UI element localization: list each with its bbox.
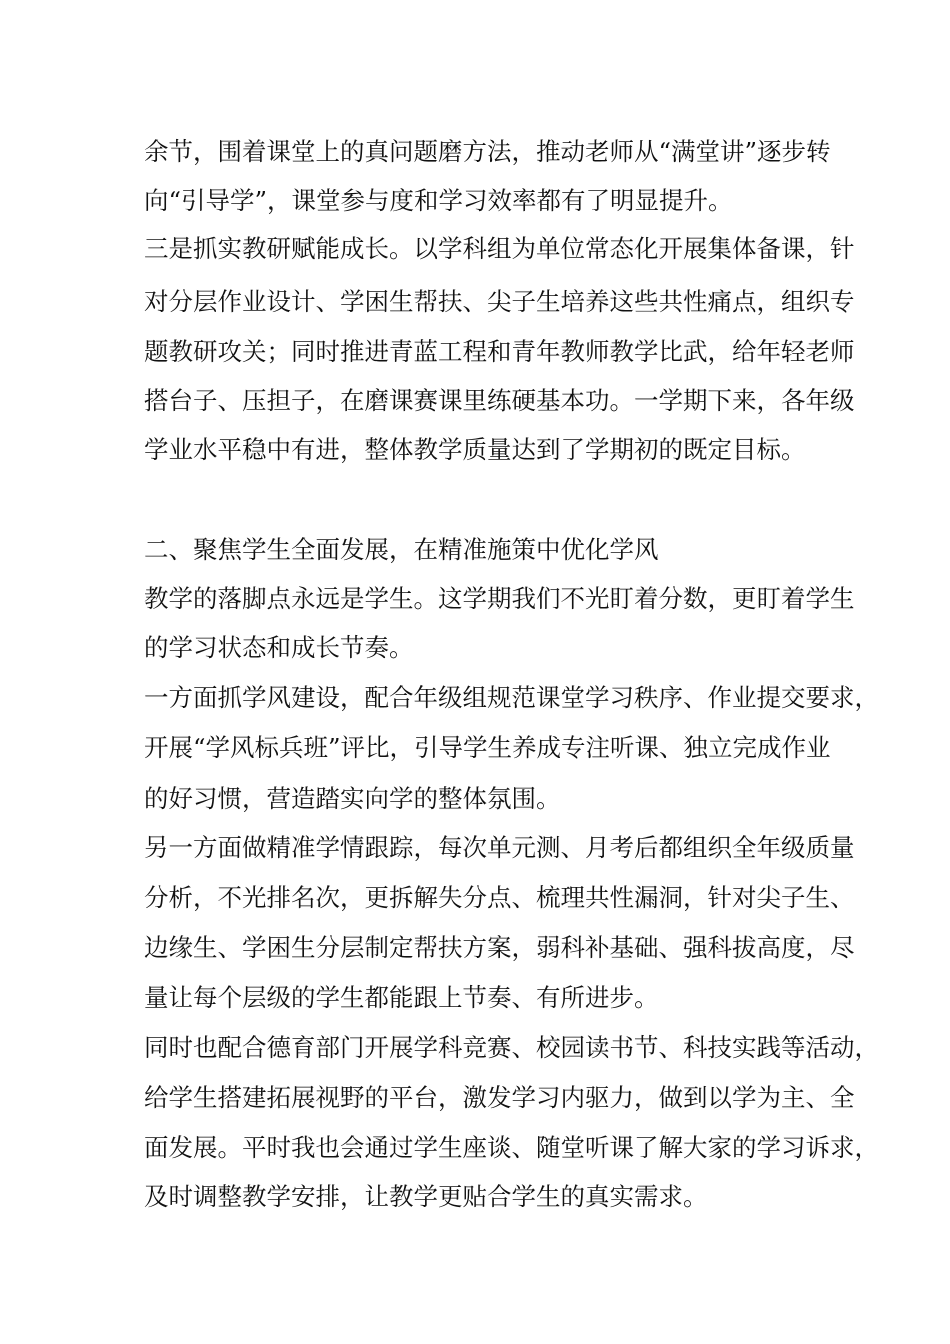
paragraph-line: 量让每个层级的学生都能跟上节奏、有所进步。 — [144, 983, 659, 1012]
paragraph-line: 同时也配合德育部门开展学科竞赛、校园读书节、科技实践等活动， — [144, 1033, 879, 1062]
section-heading: 二、聚焦学生全面发展，在精准施策中优化学风 — [144, 535, 659, 564]
paragraph-line: 边缘生、学困生分层制定帮扶方案，弱科补基础、强科拔高度，尽 — [144, 933, 855, 962]
paragraph-line: 题教研攻关；同时推进青蓝工程和青年教师教学比武，给年轻老师 — [144, 337, 855, 366]
paragraph-line: 开展“学风标兵班”评比，引导学生养成专注听课、独立完成作业 — [144, 733, 831, 762]
paragraph-line: 面发展。平时我也会通过学生座谈、随堂听课了解大家的学习诉求， — [144, 1133, 879, 1162]
paragraph-line: 的学习状态和成长节奏。 — [144, 633, 414, 662]
paragraph-line: 向“引导学”，课堂参与度和学习效率都有了明显提升。 — [144, 186, 733, 215]
paragraph-line: 对分层作业设计、学困生帮扶、尖子生培养这些共性痛点，组织专 — [144, 287, 855, 316]
paragraph-line: 教学的落脚点永远是学生。这学期我们不光盯着分数，更盯着学生 — [144, 584, 855, 613]
paragraph-line: 三是抓实教研赋能成长。以学科组为单位常态化开展集体备课，针 — [144, 234, 855, 263]
paragraph-line: 一方面抓学风建设，配合年级组规范课堂学习秩序、作业提交要求， — [144, 683, 879, 712]
paragraph-line: 分析，不光排名次，更拆解失分点、梳理共性漏洞，针对尖子生、 — [144, 883, 855, 912]
paragraph-line: 给学生搭建拓展视野的平台，激发学习内驱力，做到以学为主、全 — [144, 1083, 855, 1112]
paragraph-line: 另一方面做精准学情跟踪，每次单元测、月考后都组织全年级质量 — [144, 833, 855, 862]
paragraph-line: 的好习惯，营造踏实向学的整体氛围。 — [144, 784, 561, 813]
paragraph-line: 及时调整教学安排，让教学更贴合学生的真实需求。 — [144, 1182, 708, 1211]
paragraph-line: 搭台子、压担子，在磨课赛课里练硬基本功。一学期下来，各年级 — [144, 386, 855, 415]
paragraph-line: 余节，围着课堂上的真问题磨方法，推动老师从“满堂讲”逐步转 — [144, 137, 831, 166]
paragraph-line: 学业水平稳中有进，整体教学质量达到了学期初的既定目标。 — [144, 435, 806, 464]
